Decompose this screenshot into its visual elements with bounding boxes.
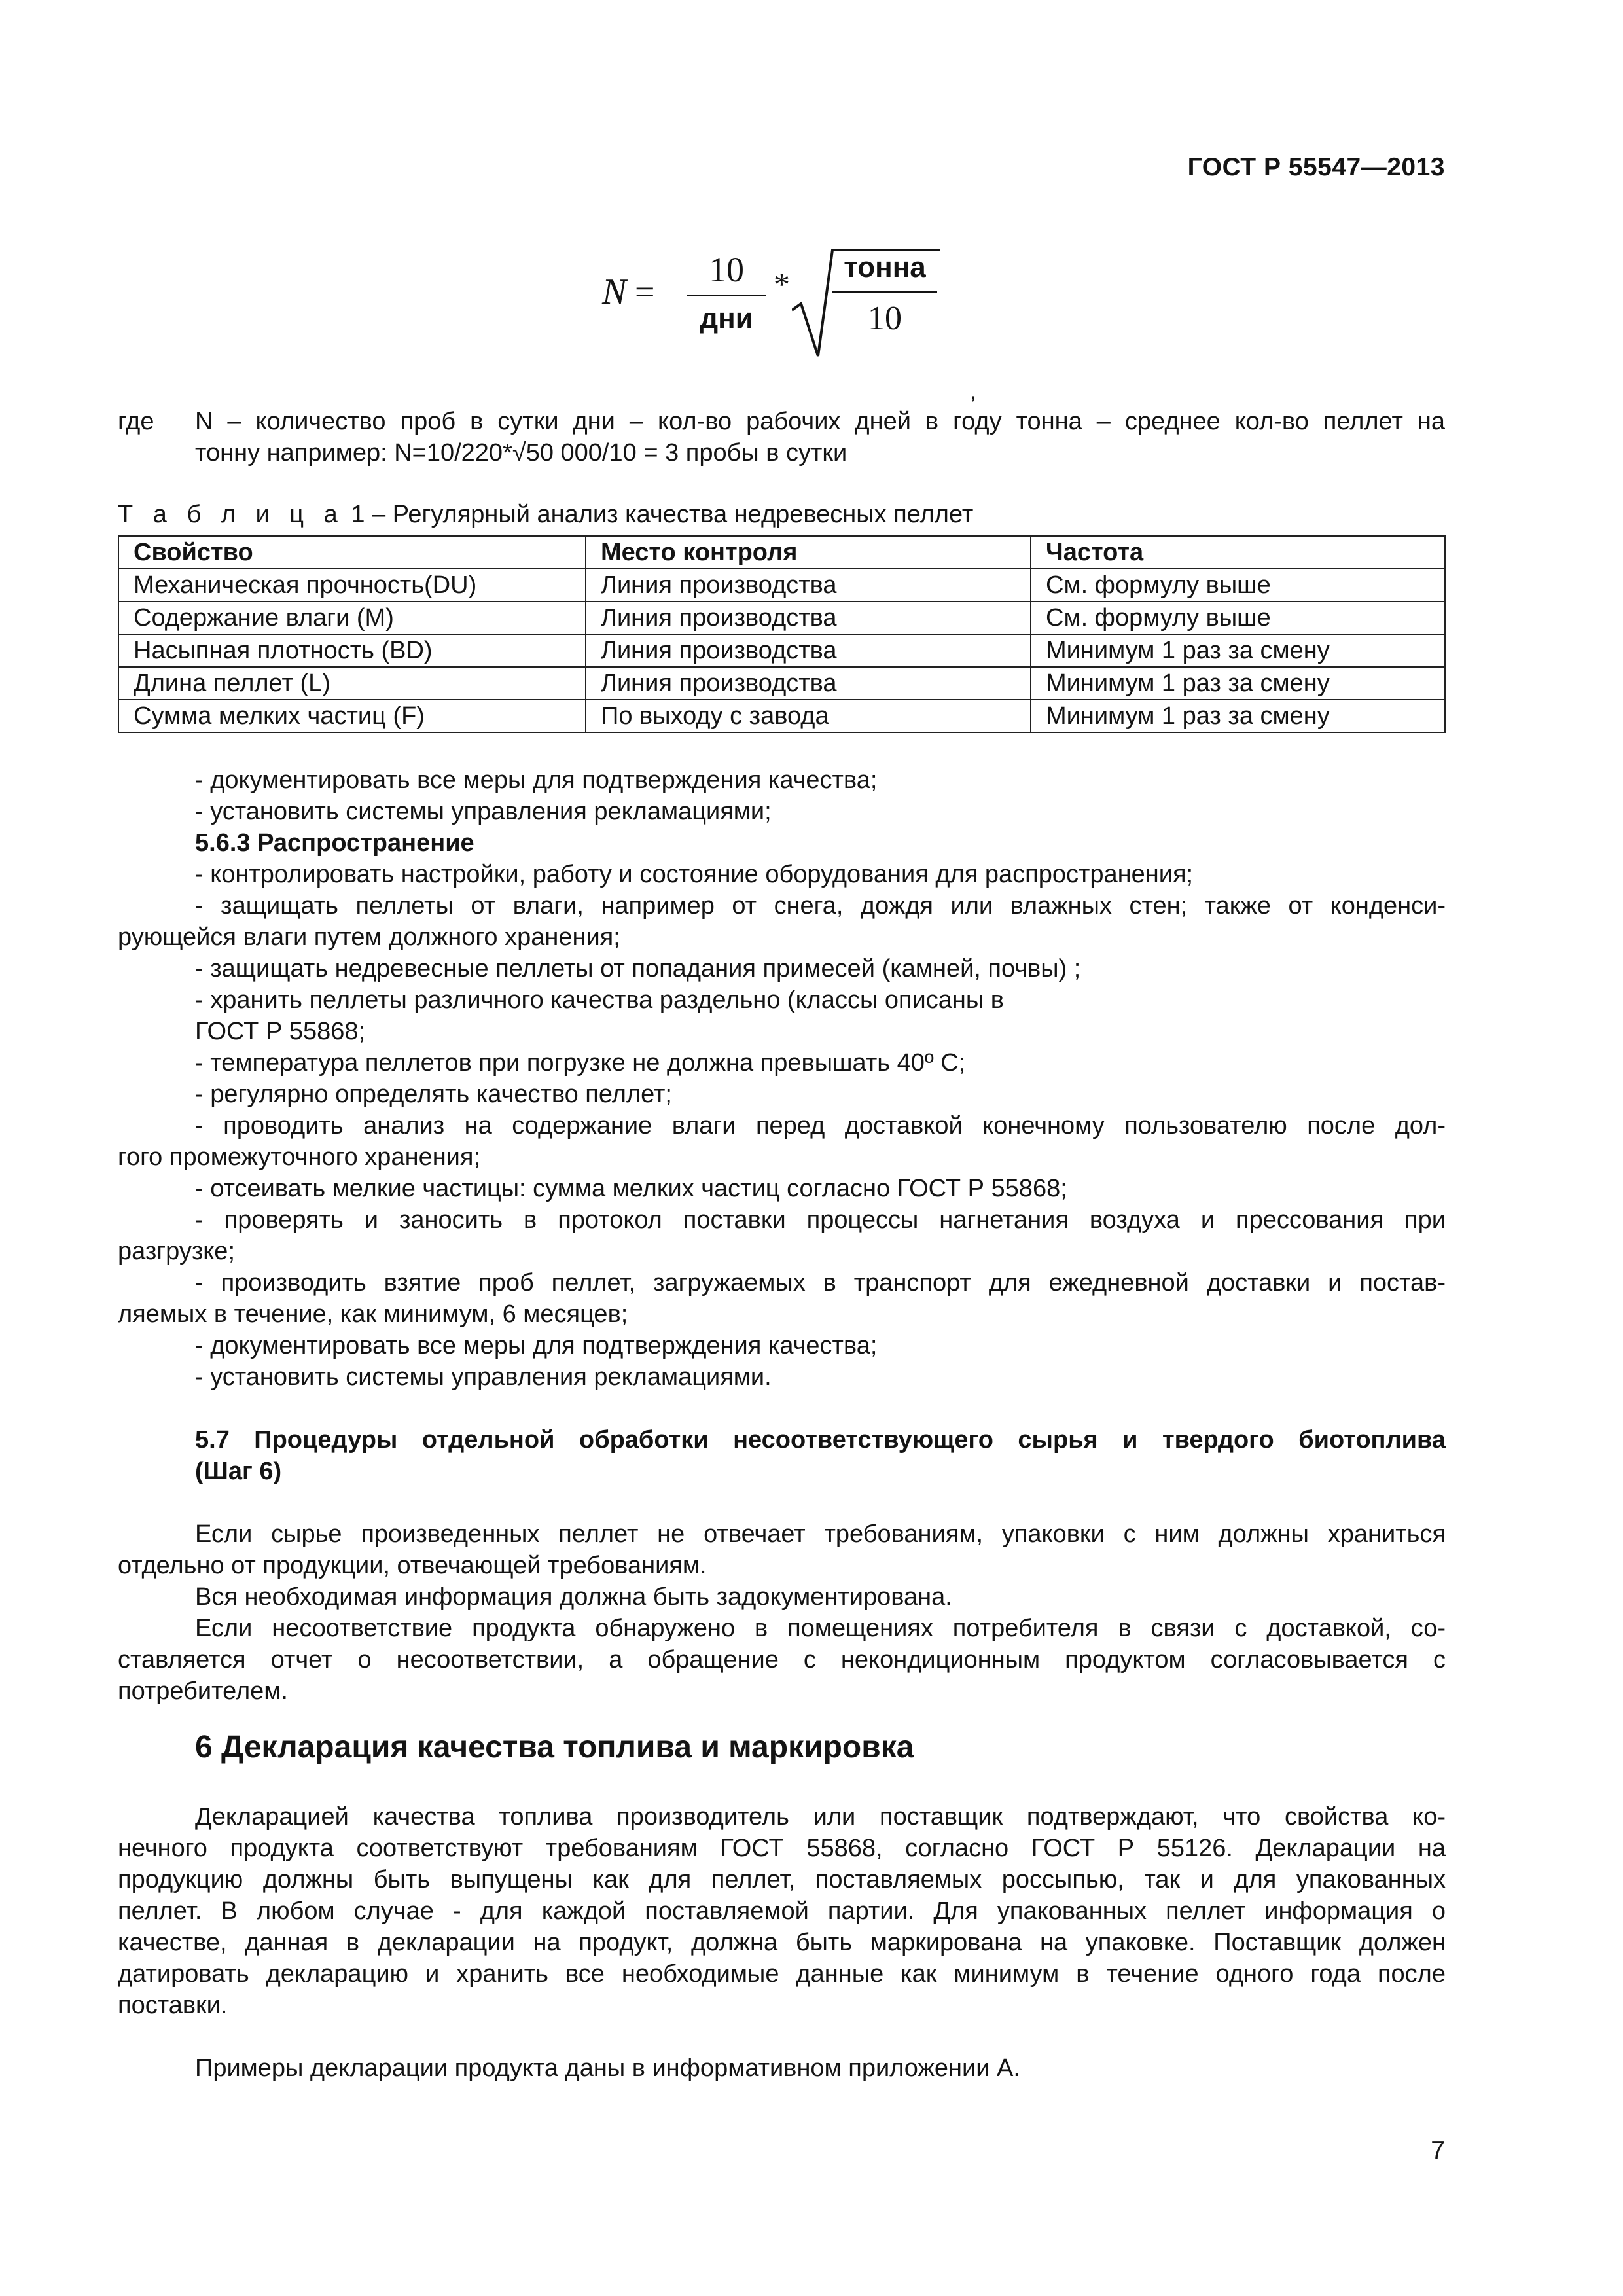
section-5-6-3-heading: 5.6.3 Распространение [195, 829, 474, 857]
table-row [118, 601, 1445, 634]
section-5-7-heading-continuation: (Шаг 6) [195, 1458, 282, 1485]
table-cell: Механическая прочность(DU) [118, 569, 586, 601]
table-cell: Линия производства [586, 601, 1031, 634]
table-caption [118, 499, 973, 530]
paragraph-line: Примеры декларации продукта даны в информативном приложении А. [195, 2054, 1020, 2082]
fraction-bar [687, 295, 766, 296]
table-cell: См. формулу выше [1031, 569, 1445, 601]
formula-operator: * [774, 266, 790, 302]
list-item: - проводить анализ на содержание влаги перед доставкой конечному пользователю после дол- [195, 1112, 1446, 1139]
table-header-row [118, 536, 1445, 569]
table-cell: Линия производства [586, 667, 1031, 700]
column-header-frequency: Частота [1031, 536, 1445, 569]
list-item: - защищать пеллеты от влаги, например от снега, дождя или влажных стен; также от конденси- [195, 892, 1446, 920]
table-cell: По выходу с завода [586, 700, 1031, 732]
list-item-continuation: ляемых в течение, как минимум, 6 месяцев; [118, 1300, 628, 1328]
list-item: - отсеивать мелкие частицы: сумма мелких частиц согласно ГОСТ Р 55868; [195, 1175, 1067, 1202]
where-line-1: N – количество проб в сутки дни – кол-во рабочих дней в году тонна – среднее кол-во пеллет на [195, 408, 1445, 435]
radicand-numerator: тонна [844, 251, 926, 283]
table-row [118, 634, 1445, 667]
list-item-continuation: рующейся влаги путем должного хранения; [118, 924, 620, 951]
where-line-2: тонну например: N=10/220*√50 000/10 = 3 пробы в сутки [195, 439, 847, 467]
table-row [118, 569, 1445, 601]
formula-equals: = [635, 272, 655, 312]
formula-numerator: 10 [709, 250, 744, 289]
table-cell: Длина пеллет (L) [118, 667, 586, 700]
list-item: - температура пеллетов при погрузке не должна превышать 40º С; [195, 1049, 966, 1077]
list-item: - хранить пеллеты различного качества раздельно (классы описаны в [195, 986, 1004, 1014]
paragraph-line: ставляется отчет о несоответствии, а обращение с некондиционным продуктом согласовывается с [118, 1646, 1446, 1674]
paragraph-line: поставки. [118, 1992, 228, 2019]
table-row [118, 700, 1445, 732]
paragraph-line: Если несоответствие продукта обнаружено в помещениях потребителя в связи с доставкой, со- [195, 1615, 1446, 1642]
section-6-heading: 6 Декларация качества топлива и маркировка [195, 1730, 914, 1765]
list-item: - установить системы управления рекламациями; [195, 798, 772, 825]
formula-denominator: дни [700, 302, 753, 334]
table-cell: Сумма мелких частиц (F) [118, 700, 586, 732]
paragraph-line: продукцию должны быть выпущены как для пеллет, поставляемых россыпью, так и для упакованных [118, 1866, 1446, 1893]
list-item-continuation: гого промежуточного хранения; [118, 1143, 481, 1171]
paragraph-line: отдельно от продукции, отвечающей требованиям. [118, 1552, 707, 1579]
table-cell: Содержание влаги (M) [118, 601, 586, 634]
column-header-location: Место контроля [586, 536, 1031, 569]
paragraph-line: Декларацией качества топлива производитель или поставщик подтверждают, что свойства ко- [195, 1803, 1446, 1831]
paragraph-line: качестве, данная в декларации на продукт, должна быть маркирована на упаковке. Поставщик должен [118, 1929, 1446, 1956]
list-item: - защищать недревесные пеллеты от попадания примесей (камней, почвы) ; [195, 955, 1081, 982]
table-cell: Минимум 1 раз за смену [1031, 667, 1445, 700]
list-item: - установить системы управления рекламациями. [195, 1363, 772, 1391]
list-item: - проверять и заносить в протокол поставки процессы нагнетания воздуха и прессования при [195, 1206, 1446, 1234]
paragraph-line: Вся необходимая информация должна быть задокументирована. [195, 1583, 952, 1611]
table-cell: Насыпная плотность (BD) [118, 634, 586, 667]
list-item: - документировать все меры для подтверждения качества; [195, 766, 878, 794]
formula-fraction [687, 249, 766, 336]
table-cell: Линия производства [586, 634, 1031, 667]
table-cell: Линия производства [586, 569, 1031, 601]
standard-code: ГОСТ Р 55547—2013 [1187, 153, 1445, 181]
radicand-bar [832, 291, 937, 293]
list-item-continuation: ГОСТ Р 55868; [195, 1018, 366, 1045]
radicand-denominator: 10 [868, 300, 902, 337]
list-item: - производить взятие проб пеллет, загружаемых в транспорт для ежедневной доставки и постав- [195, 1269, 1446, 1297]
sampling-formula [602, 249, 942, 360]
table-cell: См. формулу выше [1031, 601, 1445, 634]
table-cell: Минимум 1 раз за смену [1031, 700, 1445, 732]
quality-analysis-table [118, 535, 1446, 733]
table-cell: Минимум 1 раз за смену [1031, 634, 1445, 667]
paragraph-line: потребителем. [118, 1677, 288, 1705]
column-header-property: Свойство [118, 536, 586, 569]
where-label: где [118, 408, 154, 435]
list-item: - регулярно определять качество пеллет; [195, 1081, 672, 1108]
paragraph-line: датировать декларацию и хранить все необходимые данные как минимум в течение одного года после [118, 1960, 1446, 1988]
formula-lhs: N [602, 272, 627, 312]
paragraph-line: нечного продукта соответствуют требованиям ГОСТ 55868, согласно ГОСТ Р 55126. Декларации на [118, 1835, 1446, 1862]
paragraph-line: Если сырье произведенных пеллет не отвечает требованиям, упаковки с ним должны храниться [195, 1520, 1446, 1548]
section-5-7-heading: 5.7 Процедуры отдельной обработки несоответствующего сырья и твердого биотоплива [195, 1426, 1446, 1454]
table-caption-text: 1 – Регулярный анализ качества недревесных пеллет [344, 501, 974, 528]
table-caption-prefix: Т а б л и ц а [118, 501, 344, 528]
page-number: 7 [1431, 2136, 1445, 2164]
list-item-continuation: разгрузке; [118, 1238, 235, 1265]
list-item: - документировать все меры для подтверждения качества; [195, 1332, 878, 1359]
formula-trailing-comma: , [970, 379, 976, 404]
formula-radicand [832, 249, 937, 340]
list-item: - контролировать настройки, работу и состояние оборудования для распространения; [195, 861, 1194, 888]
paragraph-line: пеллет. В любом случае - для каждой поставляемой партии. Для упакованных пеллет информация о [118, 1897, 1446, 1925]
table-row [118, 667, 1445, 700]
